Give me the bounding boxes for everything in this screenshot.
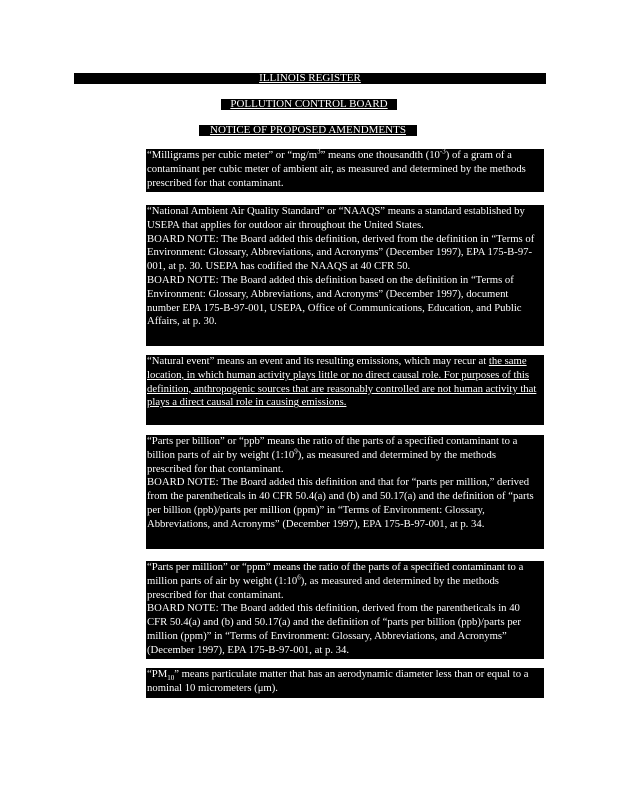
definition-ppm-block — [146, 561, 544, 659]
definition-natural-event-text: “Natural event” means an event and its resulting emissions, which may recur at the same location, in which human activity plays little or no direct causal role. For purposes of this definition, anthropogenic sources that are reasonably controlled are not human activity that plays a direct causal role in causing emissions. — [147, 355, 537, 409]
definition-ppb-text: “Parts per billion” or “ppb” means the ratio of the parts of a specified contaminant to a billion parts of air by weight $(1:10^9)$, as measured and determined by the methods prescribed for that contaminant. — [147, 435, 518, 475]
definition-pm10-block — [146, 668, 544, 698]
definition-ppm-text: “Parts per million” or “ppm” means the ratio of the parts of a specified contaminant to a million parts of air by weight $(1:10^6)$, as measured and determined by the methods prescribed for that contaminant. — [147, 561, 524, 601]
board-note-ppb: BOARD NOTE: The Board added this definition and that for “parts per million,” derived from the parentheticals in 40 CFR 50.4(a) and (b) and 50.17(a) and the definition of “parts per billion (ppb)/parts per million (ppm)” in “Terms of Environment: Glossary, Abbreviations, and Acronyms” (December 1997), EPA 175-B-97-001, at p. 34. — [147, 476, 534, 530]
board-title: POLLUTION CONTROL BOARD — [221, 99, 397, 110]
definition-naaqs-block — [146, 205, 544, 346]
board-note-naaqs-1: BOARD NOTE: The Board added this definition, derived from the definition in “Terms of Environment: Glossary, Abbreviations, and Acronyms” (December 1997), EPA 175-B-97-001, at p. 30. USEPA has codified the NAAQS at 40 CFR 50. — [147, 232, 535, 273]
notice-title: NOTICE OF PROPOSED AMENDMENTS — [199, 125, 417, 136]
definition-naaqs-text: “National Ambient Air Quality Standard” or “NAAQS” means a standard established by USEPA that applies for outdoor air throughout the United States. — [147, 205, 525, 231]
register-title: ILLINOIS REGISTER — [259, 72, 361, 84]
definition-natural-event-block — [146, 355, 544, 425]
definition-milligrams-text: “Milligrams per cubic meter” or “$mg/m^3$” means one thousandth $(10^{-3})$ of a gram of a contaminant per cubic meter of ambient air, as measured and determined by the methods prescribed for that contaminant. — [147, 149, 526, 189]
board-note-ppm: BOARD NOTE: The Board added this definition, derived from the parentheticals in 40 CFR 50.4(a) and (b) and 50.17(a) and the definition of “parts per billion (ppb)/parts per million (ppm)” in “Terms of Environment: Glossary, Abbreviations, and Acronyms” (December 1997), EPA 175-B-97-001, at p. 34. — [147, 602, 521, 656]
definition-milligrams-block — [146, 149, 544, 192]
definition-pm10-text: “$PM_{10}$” means particulate matter that has an aerodynamic diameter less than or equal to a nominal 10 micrometers (μm). — [147, 668, 529, 694]
board-note-naaqs-2: BOARD NOTE: The Board added this definition based on the definition in “Terms of Environment: Glossary, Abbreviations, and Acronyms” (December 1997), document number EPA 175-B-97-001, USEPA, Office of Communications, Education, and Public Affairs, at p. 30. — [147, 273, 522, 328]
register-header-bar — [74, 73, 546, 84]
definition-ppb-block — [146, 435, 544, 549]
